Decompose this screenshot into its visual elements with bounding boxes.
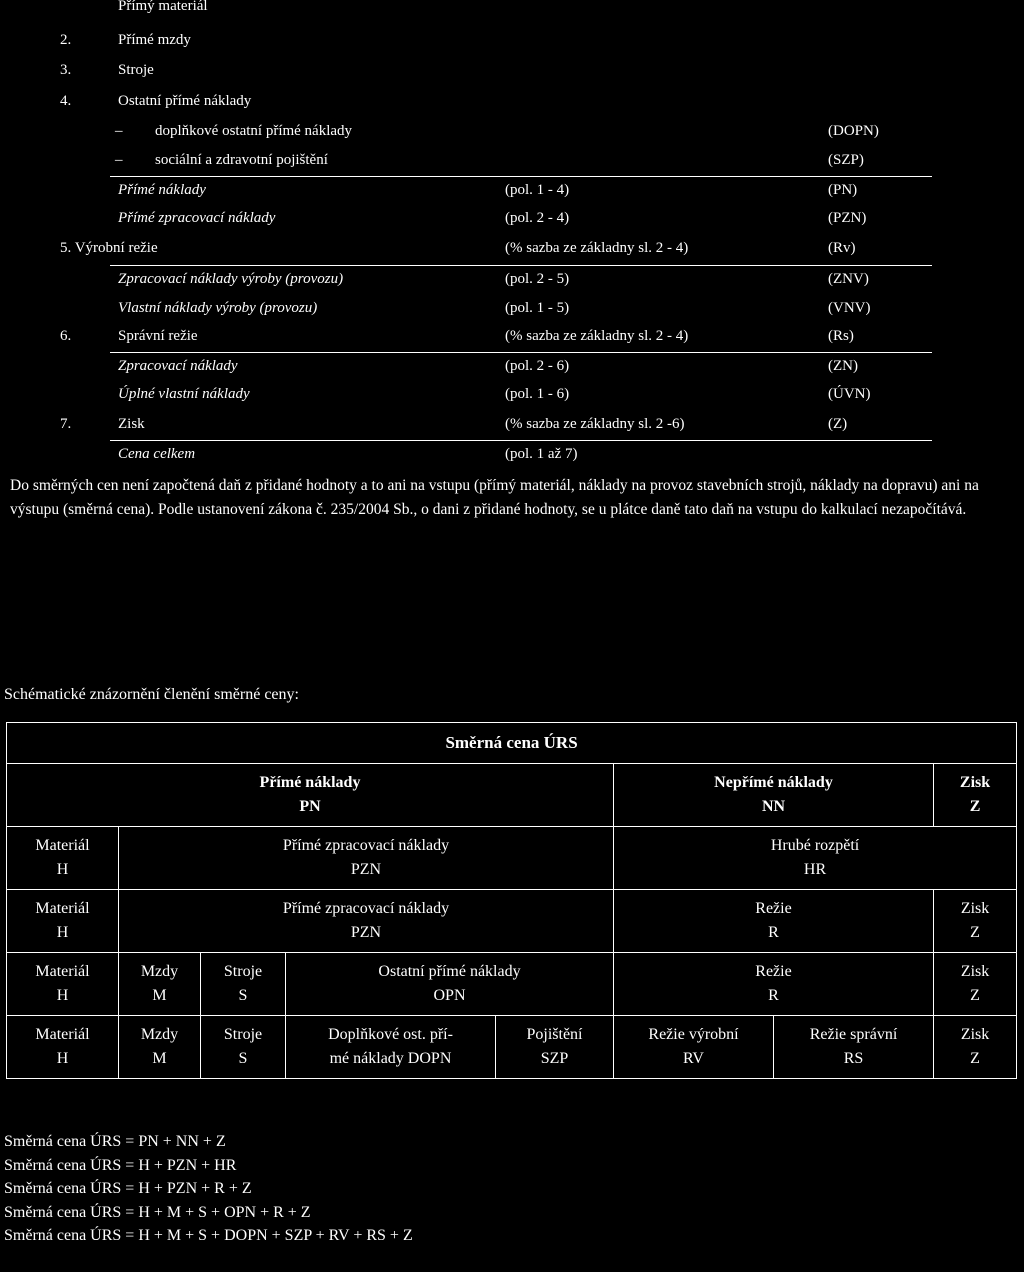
list-zn: Zpracovací náklady [118, 358, 238, 374]
list-pn-abbr: (PN) [828, 182, 858, 198]
scheme-cell-zisk: Zisk Z [934, 764, 1017, 827]
list-pn-pol: (pol. 1 - 4) [505, 182, 570, 198]
list-item-6-abbr: (Rs) [828, 328, 854, 344]
list-total-pol: (pol. 1 až 7) [505, 446, 578, 462]
list-item-1: Přímý materiál [118, 0, 208, 14]
list-znv-pol: (pol. 2 - 5) [505, 271, 570, 287]
scheme-cell-material: Materiál H [7, 827, 119, 890]
formula-line: Směrná cena ÚRS = H + M + S + DOPN + SZP + RV + RS + Z [4, 1227, 413, 1244]
list-pzn-abbr: (PZN) [828, 210, 867, 226]
list-pzn: Přímé zpracovací náklady [118, 210, 276, 226]
list-dash-2: – [115, 152, 123, 168]
list-zn-abbr: (ZN) [828, 358, 858, 374]
formula-line: Směrná cena ÚRS = H + M + S + OPN + R + Z [4, 1203, 311, 1221]
scheme-cell-rezie: Režie R [614, 890, 934, 953]
list-vnv-abbr: (VNV) [828, 300, 871, 316]
divider [110, 440, 932, 441]
list-pn: Přímé náklady [118, 182, 206, 198]
list-sub-szp: sociální a zdravotní pojištění [155, 152, 328, 168]
list-total: Cena celkem [118, 446, 196, 462]
formula-line: Směrná cena ÚRS = PN + NN + Z [4, 1133, 226, 1150]
scheme-cell-material: Materiál H [7, 953, 119, 1016]
scheme-cell-dopn: Doplňkové ost. pří- mé náklady DOPN [286, 1016, 496, 1079]
list-sub-szp-abbr: (SZP) [828, 152, 864, 168]
scheme-cell-mzdy: Mzdy M [119, 953, 201, 1016]
list-vnv: Vlastní náklady výroby (provozu) [118, 300, 318, 316]
list-zn-pol: (pol. 2 - 6) [505, 358, 570, 374]
price-scheme-table [6, 722, 1017, 1079]
scheme-cell-mzdy: Mzdy M [119, 1016, 201, 1079]
scheme-cell-nn: Nepřímé náklady NN [614, 764, 934, 827]
scheme-header: Směrná cena ÚRS [7, 723, 1017, 764]
list-item-7-abbr: (Z) [828, 416, 848, 432]
list-num-4: 4. [60, 93, 72, 109]
scheme-title: Schématické znázornění členění směrné ceny: [4, 686, 299, 703]
list-sub-dopn-abbr: (DOPN) [828, 123, 879, 139]
scheme-cell-pzn: Přímé zpracovací náklady PZN [119, 890, 614, 953]
scheme-cell-rv: Režie výrobní RV [614, 1016, 774, 1079]
divider [110, 176, 932, 177]
list-item-4: Ostatní přímé náklady [118, 93, 252, 109]
list-num-6: 6. [60, 328, 72, 344]
list-uvn-pol: (pol. 1 - 6) [505, 386, 570, 402]
list-item-7-pol: (% sazba ze základny sl. 2 -6) [505, 416, 685, 432]
list-uvn: Úplné vlastní náklady [118, 386, 250, 402]
scheme-cell-zisk: Zisk Z [934, 1016, 1017, 1079]
scheme-cell-pn: Přímé náklady PN [7, 764, 614, 827]
divider [110, 265, 932, 266]
scheme-cell-hr: Hrubé rozpětí HR [614, 827, 1017, 890]
scheme-cell-zisk: Zisk Z [934, 953, 1017, 1016]
list-item-5-pol: (% sazba ze základny sl. 2 - 4) [505, 240, 689, 256]
list-znv-abbr: (ZNV) [828, 271, 869, 287]
scheme-cell-zisk: Zisk Z [934, 890, 1017, 953]
list-sub-dopn: doplňkové ostatní přímé náklady [155, 123, 353, 139]
scheme-cell-stroje: Stroje S [201, 953, 286, 1016]
scheme-cell-opn: Ostatní přímé náklady OPN [286, 953, 614, 1016]
list-pzn-pol: (pol. 2 - 4) [505, 210, 570, 226]
list-item-3: Stroje [118, 62, 154, 78]
scheme-cell-rezie: Režie R [614, 953, 934, 1016]
list-dash-1: – [115, 123, 123, 139]
divider [110, 352, 932, 353]
list-num-2: 2. [60, 32, 72, 48]
list-znv: Zpracovací náklady výroby (provozu) [118, 271, 344, 287]
list-item-2: Přímé mzdy [118, 32, 191, 48]
list-num-7: 7. [60, 416, 72, 432]
vat-note-paragraph: Do směrných cen není započtená daň z přidané hodnoty a to ani na vstupu (přímý materiál, náklady na provoz stavebních strojů, náklady na dopravu) ani na výstupu (směrná cena). Podle ustanovení zákona č. 235/2004 Sb., o dani z přidané hodnoty, se u plátce daně tato daň na vstupu do kalkulací nezapočítává. [10, 477, 979, 518]
list-item-5-abbr: (Rv) [828, 240, 856, 256]
list-vnv-pol: (pol. 1 - 5) [505, 300, 570, 316]
list-item-7: Zisk [118, 416, 145, 432]
scheme-cell-szp: Pojištění SZP [496, 1016, 614, 1079]
list-item-5: 5. Výrobní režie [60, 240, 158, 256]
scheme-cell-material: Materiál H [7, 1016, 119, 1079]
formula-list [4, 1130, 413, 1248]
scheme-cell-stroje: Stroje S [201, 1016, 286, 1079]
scheme-cell-material: Materiál H [7, 890, 119, 953]
list-item-6: Správní režie [118, 328, 198, 344]
list-uvn-abbr: (ÚVN) [828, 386, 871, 402]
scheme-cell-pzn: Přímé zpracovací náklady PZN [119, 827, 614, 890]
formula-line: Směrná cena ÚRS = H + PZN + HR [4, 1156, 237, 1174]
formula-line: Směrná cena ÚRS = H + PZN + R + Z [4, 1180, 252, 1197]
scheme-cell-rs: Režie správní RS [774, 1016, 934, 1079]
list-item-6-pol: (% sazba ze základny sl. 2 - 4) [505, 328, 689, 344]
list-num-3: 3. [60, 62, 72, 78]
